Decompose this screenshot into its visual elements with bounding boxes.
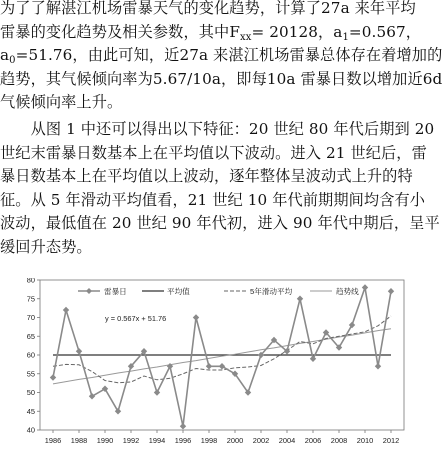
data-point: [297, 296, 303, 302]
chart-svg: [18, 278, 428, 462]
data-point: [375, 363, 381, 369]
text-line-8: 暴日数基本上在平均值以上波动，逐年整体呈波动式上升的特: [0, 167, 413, 186]
data-point: [76, 348, 82, 354]
y-tick-label: 55: [26, 369, 35, 379]
x-tick-label: 2004: [278, 436, 296, 445]
text-line-6: 从图 1 中还可以得出以下特征：20 世纪 80 年代后期到 20: [0, 120, 435, 138]
legend-marker-series-0: [86, 288, 92, 294]
text-line-11: 缓回升态势。: [0, 237, 92, 256]
text-line-2: 雷暴的变化趋势及相关参数，其中$F_{xx}= 20128$，$a_1=0.567$，: [0, 22, 422, 43]
y-tick-label: 50: [26, 388, 35, 398]
series-line-0: [53, 288, 391, 427]
y-tick-label: 60: [26, 350, 35, 360]
text-line-10: 波动，最低值在 20 世纪 90 年代初，进入 90 年代中期后，呈平: [0, 214, 440, 233]
x-tick-label: 2010: [356, 436, 374, 445]
x-tick-label: 1994: [148, 436, 166, 445]
x-tick-label: 1996: [174, 436, 192, 445]
text-line-5: 气候倾向率上升。: [0, 93, 123, 112]
y-tick-label: 45: [26, 406, 35, 416]
text-line-3: $a_0=51.76$，由此可知，近27a 来湛江机场雷暴总体存在着增加的: [0, 46, 443, 67]
trend-equation-label: y = 0.567x + 51.76: [105, 314, 167, 323]
x-tick-label: 2008: [330, 436, 348, 445]
data-point: [362, 284, 368, 290]
data-point: [50, 374, 56, 380]
series-line-3: [53, 329, 391, 384]
y-tick-label: 70: [26, 313, 35, 323]
data-point: [206, 363, 212, 369]
chart-legend: [78, 286, 359, 296]
x-tick-label: 1990: [96, 436, 114, 445]
x-tick-label: 2000: [226, 436, 244, 445]
paragraph-features: [0, 118, 443, 260]
data-point: [310, 356, 316, 362]
text-line-7: 世纪末雷暴日数基本上在平均值以下波动。进入 21 世纪后，雷: [0, 143, 427, 162]
data-point: [388, 288, 394, 294]
y-tick-label: 80: [26, 278, 35, 285]
x-tick-label: 1992: [122, 436, 140, 445]
data-point: [154, 389, 160, 395]
data-point: [180, 423, 186, 429]
legend-label-series-2: 5年滑动平均: [250, 287, 293, 296]
data-point: [193, 314, 199, 320]
x-tick-label: 2006: [304, 436, 322, 445]
paragraph-trend-parameters: [0, 0, 443, 115]
text-line-1: 为了了解湛江机场雷暴天气的变化趋势，计算了27a 来年平均: [0, 0, 416, 17]
text-line-9: 征。从 5 年滑动平均值看，21 世纪 10 年代前期期间均含有小: [0, 190, 426, 209]
y-tick-label: 40: [26, 425, 35, 435]
legend-label-series-3: 趋势线: [336, 287, 359, 296]
x-tick-label: 2012: [382, 436, 400, 445]
x-tick-label: 2002: [252, 436, 270, 445]
y-tick-label: 65: [26, 331, 35, 341]
data-point: [349, 322, 355, 328]
x-tick-label: 1986: [44, 436, 62, 445]
thunderstorm-days-chart: [18, 278, 428, 462]
data-point: [63, 307, 69, 313]
text-line-4: 趋势，其气候倾向率为5.67/10a，即每10a 雷暴日数以增加近6d: [0, 69, 443, 88]
y-tick-label: 75: [26, 294, 35, 304]
legend-label-series-0: 雷暴日: [104, 287, 127, 296]
legend-label-series-1: 平均值: [167, 287, 190, 296]
data-point: [89, 393, 95, 399]
x-tick-label: 1998: [200, 436, 218, 445]
x-tick-label: 1988: [70, 436, 88, 445]
